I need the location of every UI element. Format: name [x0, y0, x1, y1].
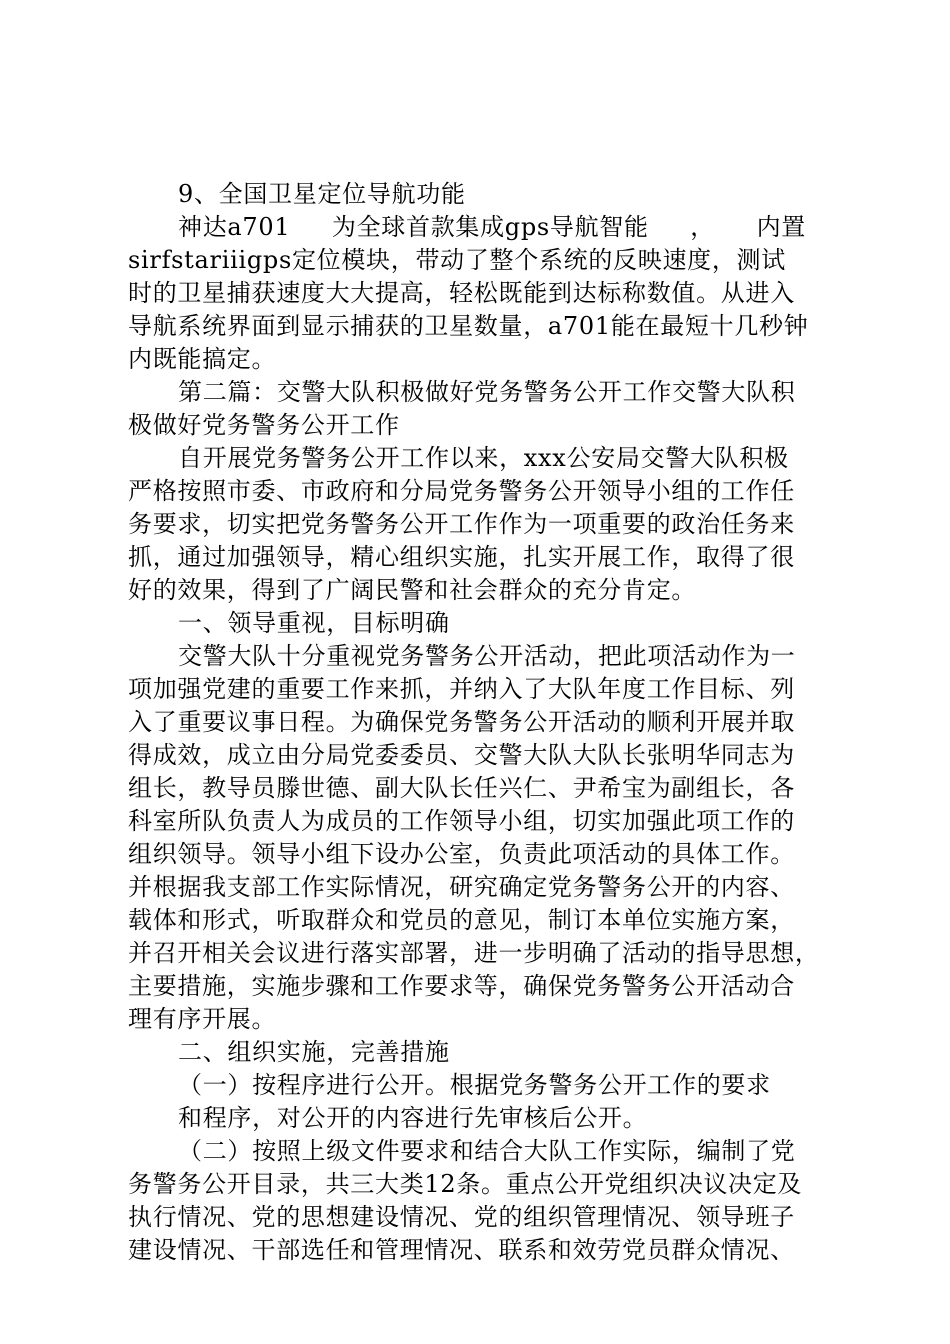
paragraph-line: sirfstariiigps定位模块，带动了整个系统的反映速度，测试: [128, 246, 786, 274]
paragraph-line: 内既能搞定。: [128, 345, 277, 373]
paragraph-line: 组长，教导员滕世德、副大队长任兴仁、尹希宝为副组长，各: [128, 774, 795, 802]
paragraph-line: 时的卫星捕获速度大大提高，轻松既能到达标称数值。从进入: [128, 279, 795, 307]
paragraph-line: 理有序开展。: [128, 1005, 277, 1033]
paragraph-line: 抓，通过加强领导，精心组织实施，扎实开展工作，取得了很: [128, 543, 795, 571]
text-segment: 为全球首款集成gps导航智能: [331, 213, 649, 241]
paragraph-line: 执行情况、党的思想建设情况、党的组织管理情况、领导班子: [128, 1203, 795, 1231]
text-segment: 神达a701: [178, 213, 291, 241]
paragraph-line: 建设情况、干部选任和管理情况、联系和效劳党员群众情况、: [128, 1236, 795, 1264]
paragraph-line: 自开展党务警务公开工作以来，xxx公安局交警大队积极: [178, 444, 789, 472]
paragraph-line: 得成效，成立由分局党委委员、交警大队大队长张明华同志为: [128, 741, 795, 769]
paragraph-line: 和程序，对公开的内容进行先审核后公开。: [178, 1104, 648, 1132]
paragraph-line: 严格按照市委、市政府和分局党务警务公开领导小组的工作任: [128, 477, 795, 505]
section-heading: 二、组织实施，完善措施: [178, 1038, 450, 1066]
paragraph-line: 并召开相关会议进行落实部署，进一步明确了活动的指导思想，: [128, 939, 820, 967]
paragraph-line: （一）按程序进行公开。根据党务警务公开工作的要求: [178, 1071, 771, 1099]
paragraph-line: 组织领导。领导小组下设办公室，负责此项活动的具体工作。: [128, 840, 795, 868]
paragraph-line: 项加强党建的重要工作来抓，并纳入了大队年度工作目标、列: [128, 675, 795, 703]
paragraph-line: 交警大队十分重视党务警务公开活动，把此项活动作为一: [178, 642, 796, 670]
paragraph-line: 务要求，切实把党务警务公开工作作为一项重要的政治任务来: [128, 510, 795, 538]
paragraph-line: 科室所队负责人为成员的工作领导小组，切实加强此项工作的: [128, 807, 795, 835]
paragraph-line: 主要措施，实施步骤和工作要求等，确保党务警务公开活动合: [128, 972, 795, 1000]
text-segment: 内置: [756, 213, 806, 241]
paragraph-line: 载体和形式，听取群众和党员的意见，制订本单位实施方案，: [128, 906, 795, 934]
paragraph-line: 并根据我支部工作实际情况，研究确定党务警务公开的内容、: [128, 873, 795, 901]
paragraph-line: 第二篇：交警大队积极做好党务警务公开工作交警大队积: [178, 378, 796, 406]
section-heading: 9、全国卫星定位导航功能: [178, 180, 466, 208]
paragraph-line: [178, 209, 806, 245]
paragraph-line: 入了重要议事日程。为确保党务警务公开活动的顺利开展并取: [128, 708, 795, 736]
paragraph-line: 极做好党务警务公开工作: [128, 411, 400, 439]
paragraph-line: 导航系统界面到显示捕获的卫星数量，a701能在最短十几秒钟: [128, 312, 809, 340]
text-segment: ，: [690, 213, 715, 241]
paragraph-line: 务警务公开目录，共三大类12条。重点公开党组织决议决定及: [128, 1170, 803, 1198]
paragraph-line: （二）按照上级文件要求和结合大队工作实际，编制了党: [178, 1137, 796, 1165]
paragraph-line: 好的效果，得到了广阔民警和社会群众的充分肯定。: [128, 576, 697, 604]
section-heading: 一、领导重视，目标明确: [178, 609, 450, 637]
